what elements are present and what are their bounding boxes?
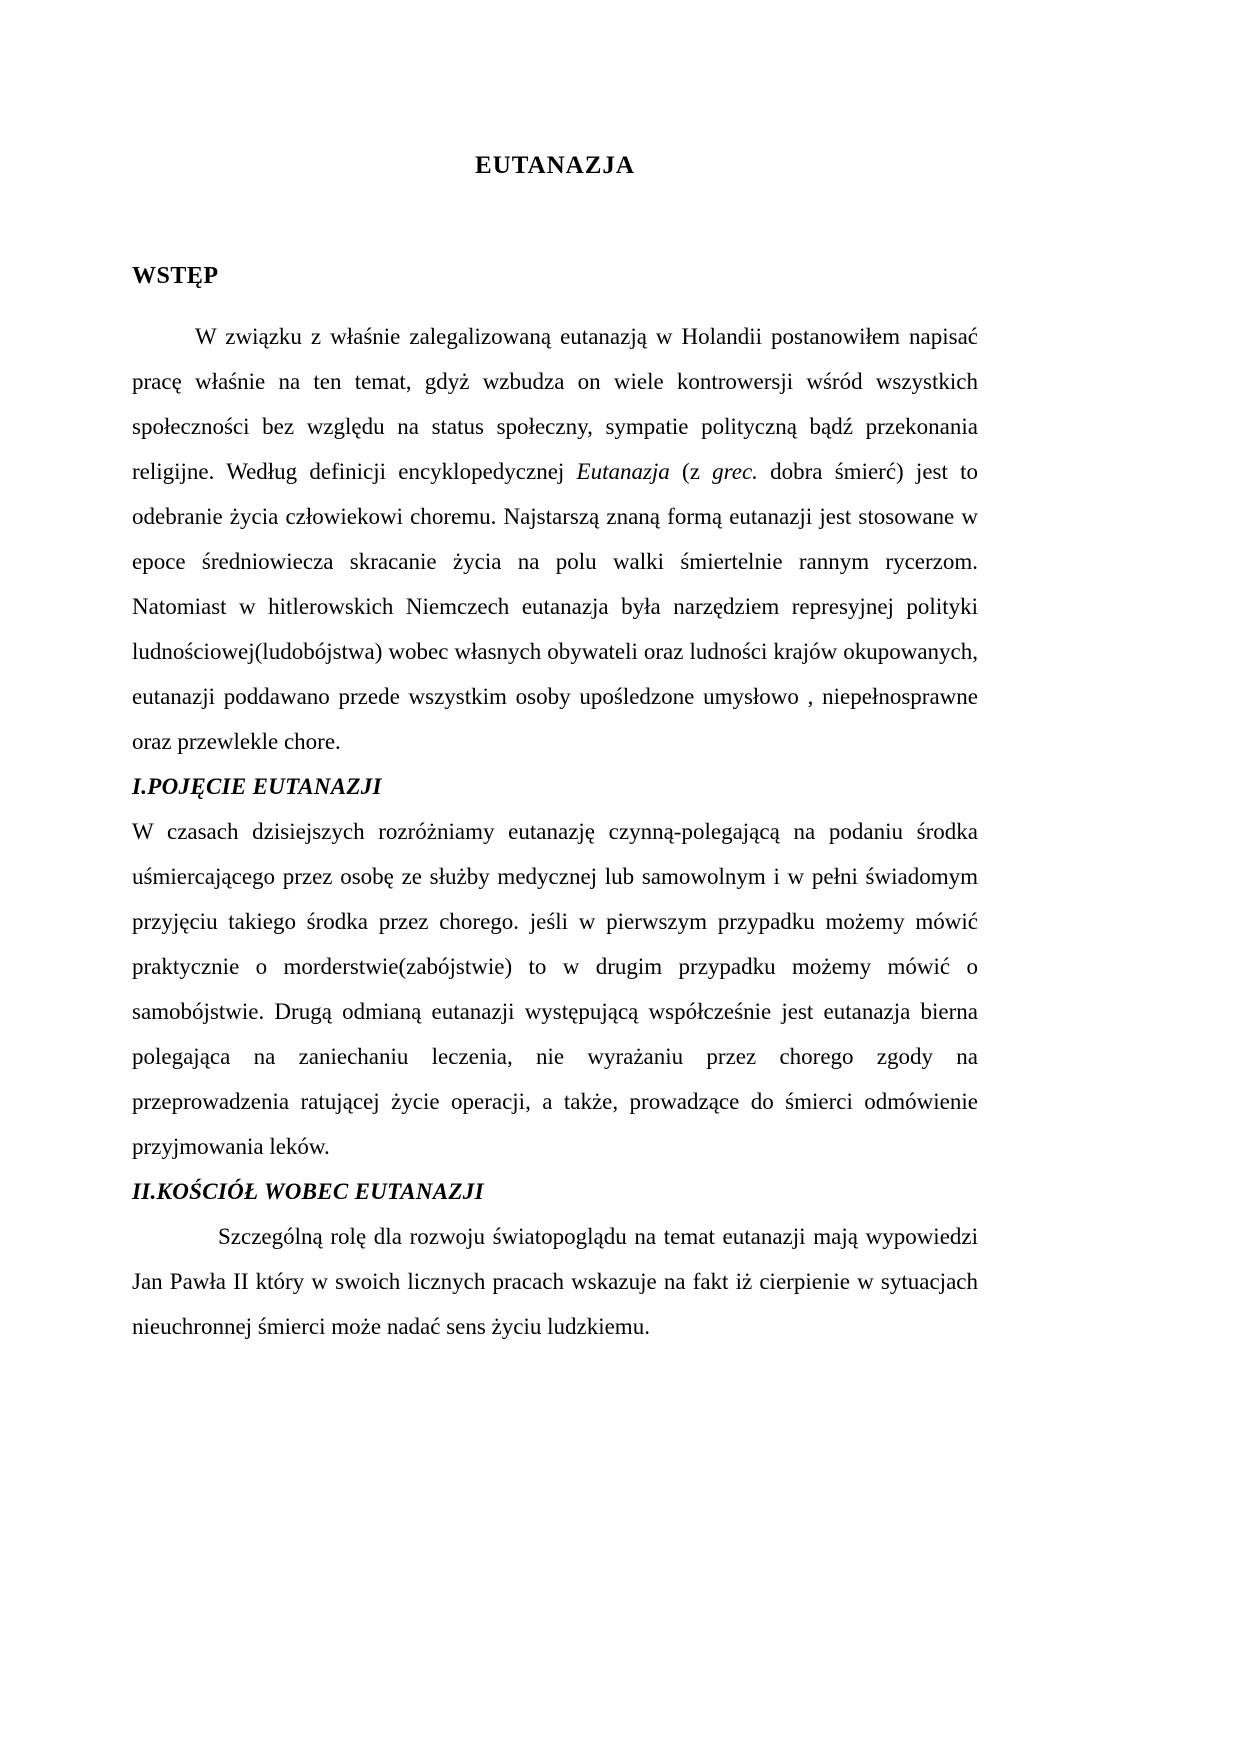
paragraph-section-2: Szczególną rolę dla rozwoju światopoglądu na temat eutanazji mają wypowiedzi Jan Pawła II który w swoich licznych pracach wskazuje na fakt iż cierpienie w sytuacjach nieuchronnej śmierci może nadać sens życiu ludzkiemu. [132, 1224, 978, 1339]
heading-wstep: WSTĘP [132, 263, 219, 289]
heading-section-2: II.KOŚCIÓŁ WOBEC EUTANAZJI [132, 1179, 484, 1204]
heading-section-1: I.POJĘCIE EUTANAZJI [132, 774, 382, 799]
paragraph-section-1: W czasach dzisiejszych rozróżniamy eutanazję czynną-polegającą na podaniu środka uśmiercającego przez osobę ze służby medycznej lub samowolnym i w pełni świadomym przyjęciu takiego środka przez chorego. jeśli w pierwszym przypadku możemy mówić praktycznie o morderstwie(zabójstwie) to w drugim przypadku możemy mówić o samobójstwie. Drugą odmianą eutanazji występującą współcześnie jest eutanazja bierna polegająca na zaniechaniu leczenia, nie wyrażaniu przez chorego zgody na przeprowadzenia ratującej życie operacji, a także, prowadzące do śmierci odmówienie przyjmowania leków. [132, 819, 978, 1159]
paragraph-intro: W związku z właśnie zalegalizowaną eutanazją w Holandii postanowiłem napisać pracę właśnie na ten temat, gdyż wzbudza on wiele kontrowersji wśród wszystkich społeczności bez względu na status społeczny, sympatie polityczną bądź przekonania religijne. Według definicji encyklopedycznej Eutanazja (z grec. dobra śmierć) jest to odebranie życia człowiekowi choremu. Najstarszą znaną formą eutanazji jest stosowane w epoce średniowiecza skracanie życia na polu walki śmiertelnie rannym rycerzom. Natomiast w hitlerowskich Niemczech eutanazja była narzędziem represyjnej polityki ludnościowej(ludobójstwa) wobec własnych obywateli oraz ludności krajów okupowanych, eutanazji poddawano przede wszystkim osoby upośledzone umysłowo , niepełnosprawne oraz przewlekle chore. [132, 324, 978, 754]
document-title: EUTANAZJA [475, 152, 635, 179]
